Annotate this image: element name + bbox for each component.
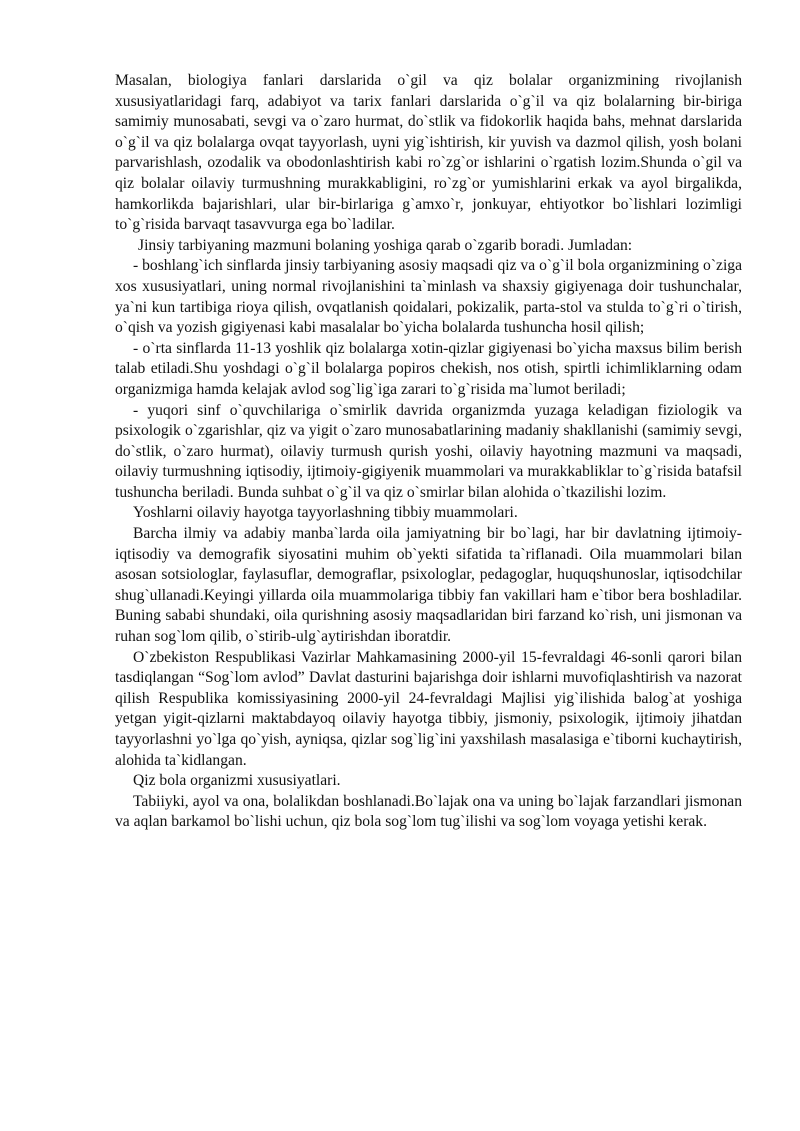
paragraph-family-problems: Barcha ilmiy va adabiy manba`larda oila jamiyatning bir bo`lagi, har bir davlatning ijtimoiy-iqtisodiy va demografik siyosatini muhim ob`yekti sifatida ta`riflanadi. Oila muammolari bilan asosan sotsiologlar, faylasuflar, demograflar, psixologlar, pedagoglar, huquqshunoslar, iqtisodchilar shug`ullanadi.Keyingi yillarda oila muammolariga tibbiy fan vakillari ham e`tibor bera boshladilar. Buning sababi shundaki, oila qurishning asosiy maqsadlaridan biri farzand ko`rish, uni jismonan va ruhan sog`lom qilib, o`stirib-ulg`aytirishdan iboratdir. — [115, 525, 742, 646]
section-heading-medical-problems: Yoshlarni oilaviy hayotga tayyorlashning tibbiy muammolari. — [133, 504, 518, 522]
list-item-upper-grades: - yuqori sinf o`quvchilariga o`smirlik davrida organizmda yuzaga keladigan fiziologik va psixologik o`zgarishlar, qiz va yigit o`zaro munosabatlarining madaniy shakllanishi (samimiy sevgi, do`stlik, o`zaro hurmat), oilaviy turmush qurish yoshi, oilaviy hayotning mazmuni va maqsadi, oilaviy turmushning iqtisodiy, ijtimoiy-gigiyenik muammolari va murakkabliklar to`g`risida batafsil tushuncha beriladi. Bunda suhbat o`g`il va qiz o`smirlar bilan alohida o`tkazilishi lozim. — [115, 401, 742, 501]
list-item-middle-grades: - o`rta sinflarda 11-13 yoshlik qiz bolalarga xotin-qizlar gigiyenasi bo`yicha maxsus bilim berish talab etiladi.Shu yoshdagi o`g`il bolalarga popiros chekish, nos otish, spirtli ichimliklarning odam organizmiga hamda kelajak avlod sog`lig`iga zarari to`g`risida ma`lumot beriladi; — [115, 339, 742, 398]
paragraph-mother-health: Tabiiyki, ayol va ona, bolalikdan boshlanadi.Bo`lajak ona va uning bo`lajak farzandlari jismonan va aqlan barkamol bo`lishi uchun, qiz bola sog`lom tug`ilishi va sog`lom voyaga yetishi kerak. — [115, 792, 742, 831]
paragraph-intro: Masalan, biologiya fanlari darslarida o`gil va qiz bolalar organizmining rivojlanish xususiyatlaridagi farq, adabiyot va tarix fanlari darslarida o`g`il va qiz bolalarning bir-biriga samimiy munosabati, sevgi va o`zaro hurmat, do`stlik va fidokorlik haqida bahs, mehnat darslarida o`g`il va qiz bolalarga ovqat tayyorlash, uyni yig`ishtirish, kir yuvish va dazmol qilish, yosh bolani parvarishlash, ozodalik va obodonlashtirish kabi ro`zg`or ishlarini o`rgatish lozim.Shunda o`gil va qiz bolalar oilaviy turmushning murakkabligini, ro`zg`or yumishlarini erkak va ayol birgalikda, hamkorlikda bajarishlari, ular bir-birlariga g`amxo`r, jonkuyar, ehtiyotkor bo`lishlari lozimligi to`g`risida barvaqt tasavvurga ega bo`ladilar. — [115, 72, 742, 234]
paragraph-government-decree: O`zbekiston Respublikasi Vazirlar Mahkamasining 2000-yil 15-fevraldagi 46-sonli qarori bilan tasdiqlangan “Sog`lom avlod” Davlat dasturini bajarishga doir ishlarni muvofiqlashtirish va nazorat qilish Respublika komissiyasining 2000-yil 24-fevraldagi Majlisi yig`ilishida balog`at yoshiga yetgan yigit-qizlarni maktabdayoq oilaviy hayotga tibbiy, jismoniy, psixologik, ijtimoiy jihatdan tayyorlashni yo`lga qo`yish, ayniqsa, qizlar sog`lig`ini yaxshilash masalasiga e`tiborni kuchaytirish, alohida ta`kidlangan. — [115, 648, 742, 769]
list-item-primary-grades: - boshlang`ich sinflarda jinsiy tarbiyaning asosiy maqsadi qiz va o`g`il bola organizmining o`ziga xos xususiyatlari, uning normal rivojlanishini ta`minlash va shaxsiy gigiyenaga doir tushunchalar, ya`ni kun tartibiga rioya qilish, ovqatlanish qoidalari, pokizalik, parta-stol va stulda to`g`ri o`tirish, o`qish va yozish gigiyenasi kabi masalalar bo`yicha bolalarda tushuncha hosil qilish; — [115, 257, 742, 337]
document-page — [115, 71, 742, 833]
paragraph-sex-education-content: Jinsiy tarbiyaning mazmuni bolaning yoshiga qarab o`zgarib boradi. Jumladan: — [138, 236, 633, 254]
section-heading-girl-organism: Qiz bola organizmi xususiyatlari. — [133, 772, 341, 790]
